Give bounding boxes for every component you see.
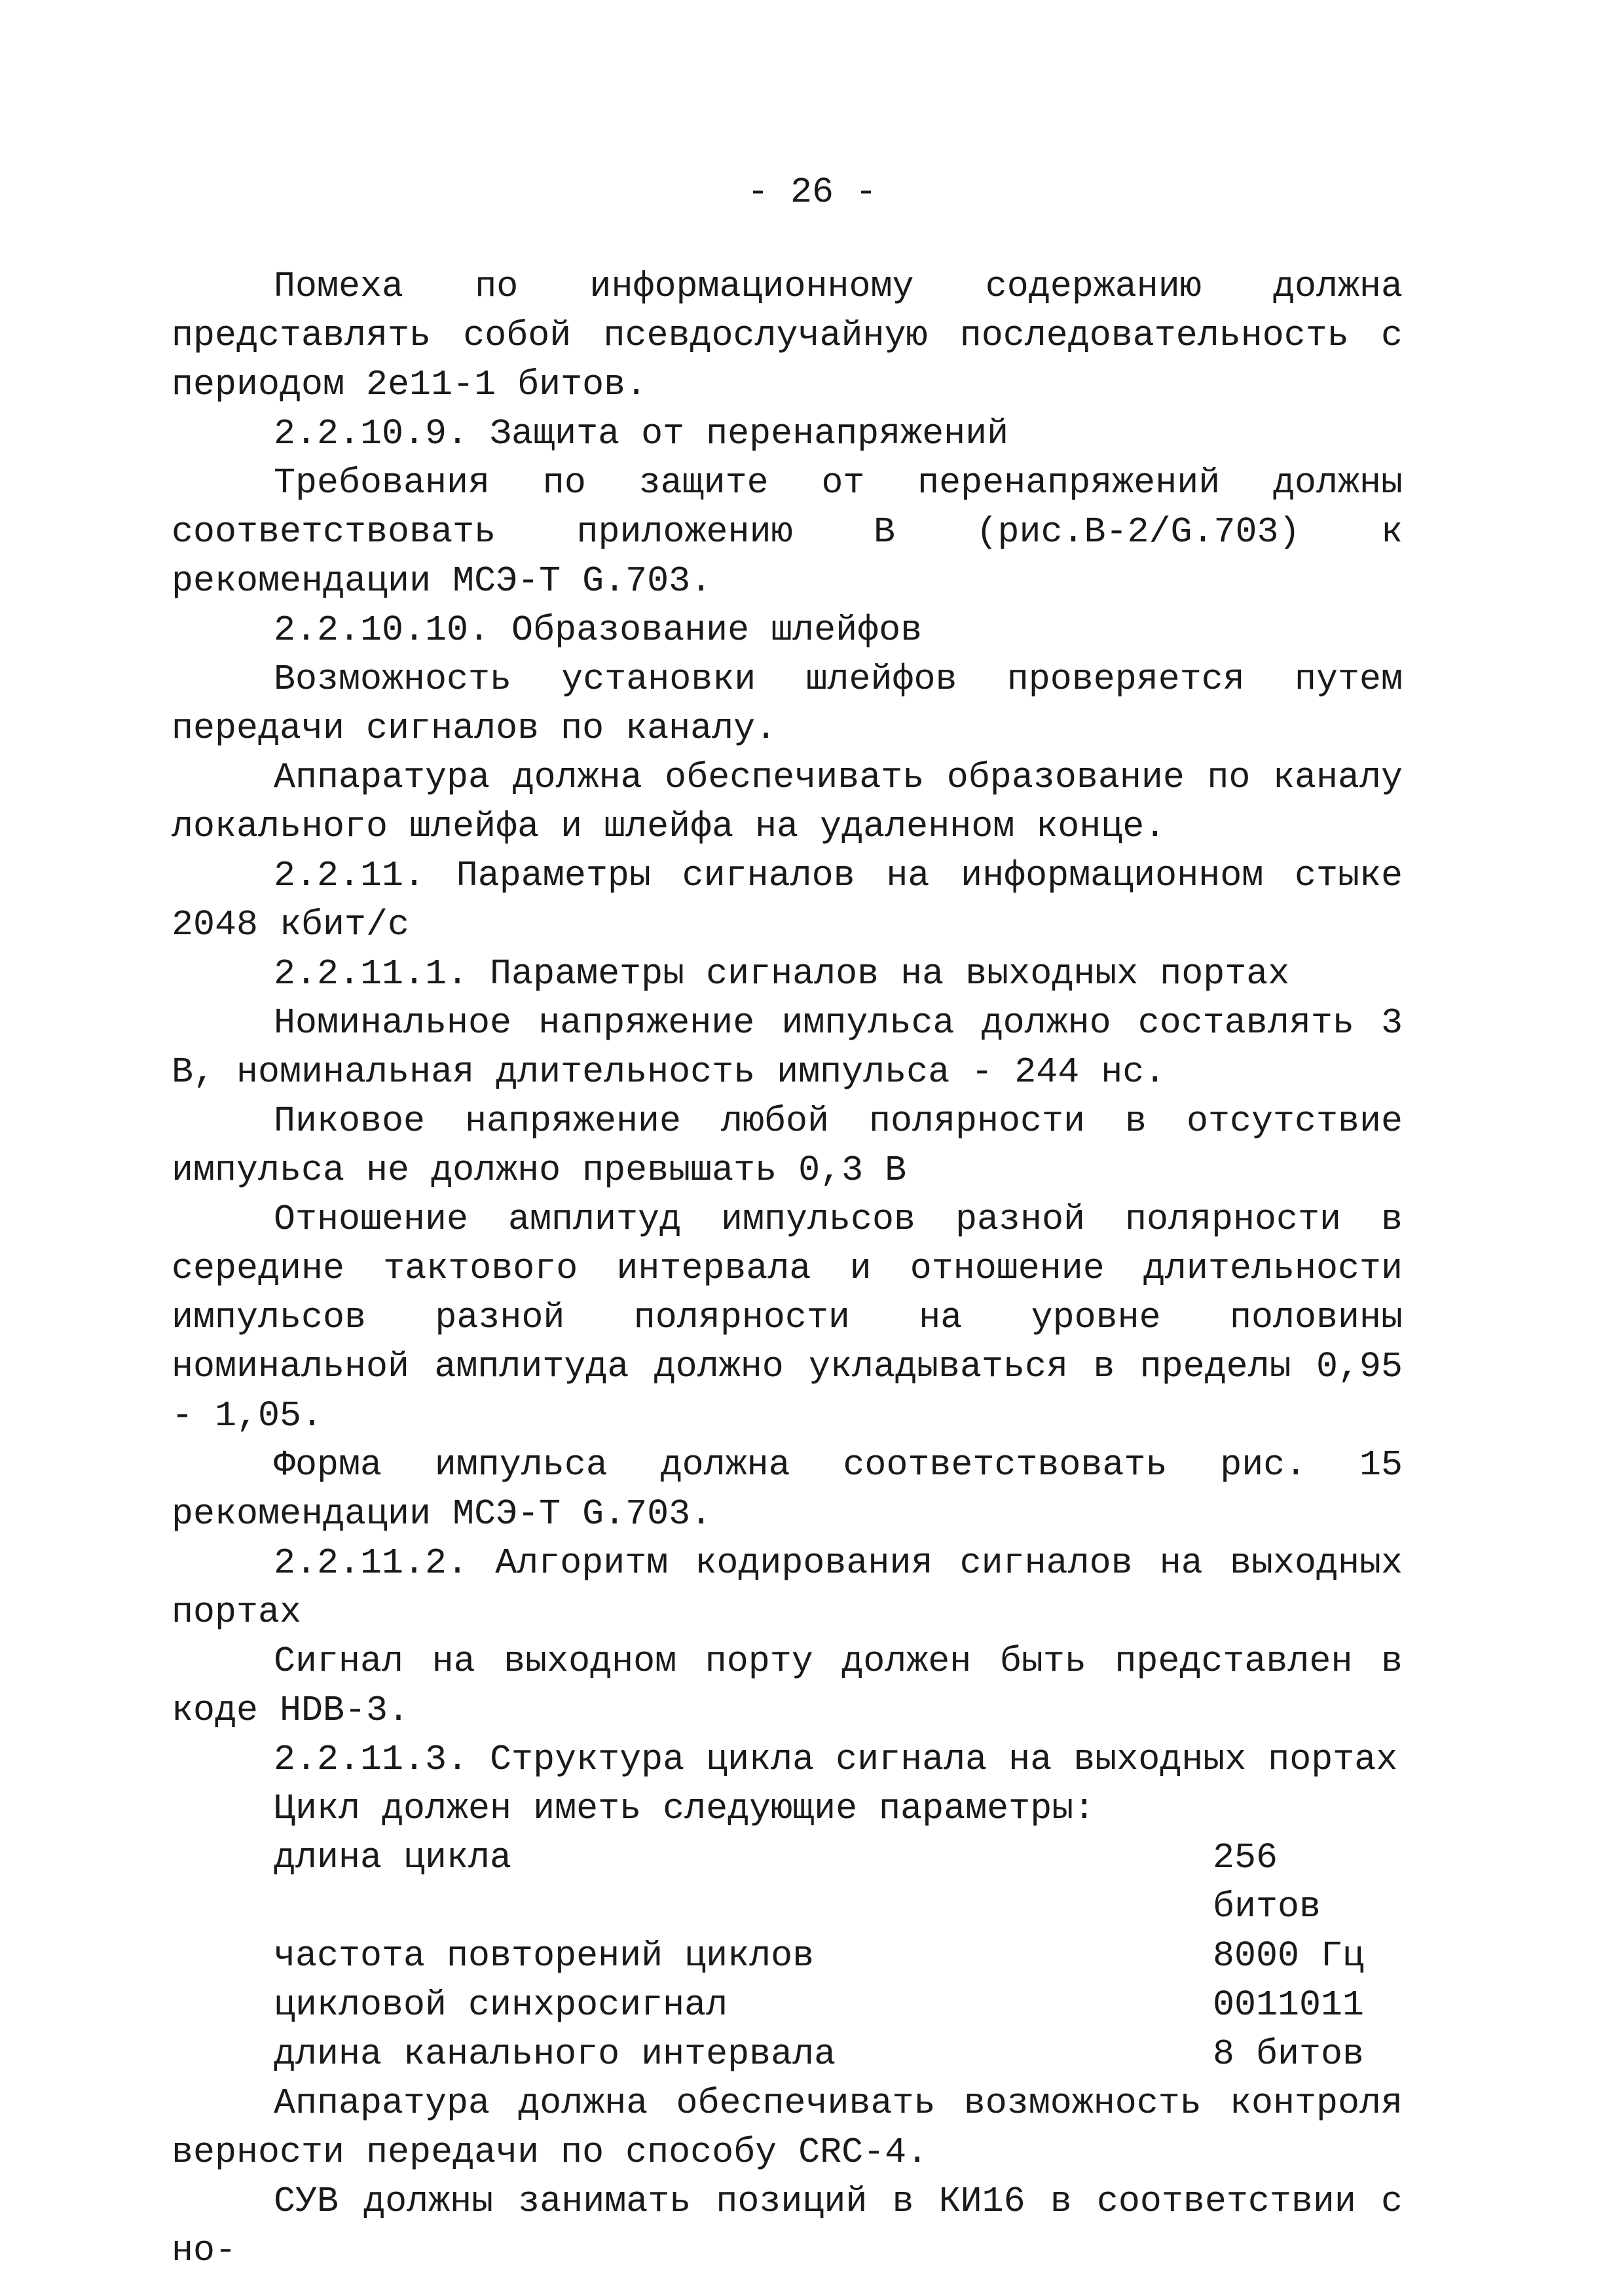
param-value: 8 битов	[1213, 2033, 1365, 2075]
page-number: - 26 -	[747, 172, 877, 213]
param-name: цикловой синхросигнал	[274, 1984, 728, 2026]
paragraph: Пиковое напряжение любой полярности в отсутствие импульса не должно превышать 0,3 В	[172, 1101, 1403, 1191]
paragraph: Сигнал на выходном порту должен быть представлен в коде HDB-3.	[172, 1641, 1403, 1731]
paragraph: Возможность установки шлейфов проверяется путем передачи сигналов по каналу.	[172, 659, 1403, 749]
paragraph: СУВ должны занимать позиций в КИ16 в соответствии с но-	[172, 2181, 1403, 2271]
param-value: 256 битов	[1213, 1837, 1321, 1927]
paragraph: Требования по защите от перенапряжений должны соответствовать приложению В (рис.В-2/G.703) к рекомендации МСЭ-Т G.703.	[172, 462, 1403, 602]
param-value: 8000 Гц	[1213, 1935, 1365, 1977]
section-heading: 2.2.11.1. Параметры сигналов на выходных портах	[274, 953, 1290, 994]
paragraph: Отношение амплитуд импульсов разной полярности в середине тактового интервала и отношение длительности импульсов разной полярности на уровне половины номинальной амплитуда должно укладываться в пределы 0,95 - 1,05.	[172, 1199, 1403, 1436]
paragraph: Цикл должен иметь следующие параметры:	[274, 1788, 1096, 1829]
cycle-params-list	[172, 1833, 1403, 2079]
list-item	[274, 1980, 1403, 2030]
list-item	[274, 1833, 1403, 1931]
paragraph: Номинальное напряжение импульса должно составлять 3 В, номинальная длительность импульса - 244 нс.	[172, 1002, 1403, 1093]
list-item	[274, 1931, 1403, 1980]
param-name: длина канального интервала	[274, 2033, 836, 2075]
section-heading: 2.2.11.3. Структура цикла сигнала на выходных портах	[274, 1739, 1398, 1780]
paragraph: Форма импульса должна соответствовать рис. 15 рекомендации МСЭ-Т G.703.	[172, 1444, 1403, 1535]
paragraph: Аппаратура должна обеспечивать образование по каналу локального шлейфа и шлейфа на удаленном конце.	[172, 757, 1403, 847]
section-heading: 2.2.11.2. Алгоритм кодирования сигналов на выходных портах	[172, 1542, 1403, 1633]
section-heading: 2.2.10.9. Защита от перенапряжений	[274, 413, 1009, 454]
param-name: длина цикла	[274, 1837, 512, 1878]
section-heading: 2.2.10.10. Образование шлейфов	[274, 610, 923, 651]
section-heading: 2.2.11. Параметры сигналов на информационном стыке 2048 кбит/с	[172, 855, 1403, 945]
list-item	[274, 2030, 1403, 2079]
param-name: частота повторений циклов	[274, 1935, 815, 1977]
param-value: 0011011	[1213, 1984, 1365, 2026]
paragraph: Помеха по информационному содержанию должна представлять собой псевдослучайную последовательность с периодом 2е11-1 битов.	[172, 266, 1403, 405]
page-body	[172, 262, 1403, 2275]
paragraph: Аппаратура должна обеспечивать возможность контроля верности передачи по способу CRC-4.	[172, 2083, 1403, 2173]
